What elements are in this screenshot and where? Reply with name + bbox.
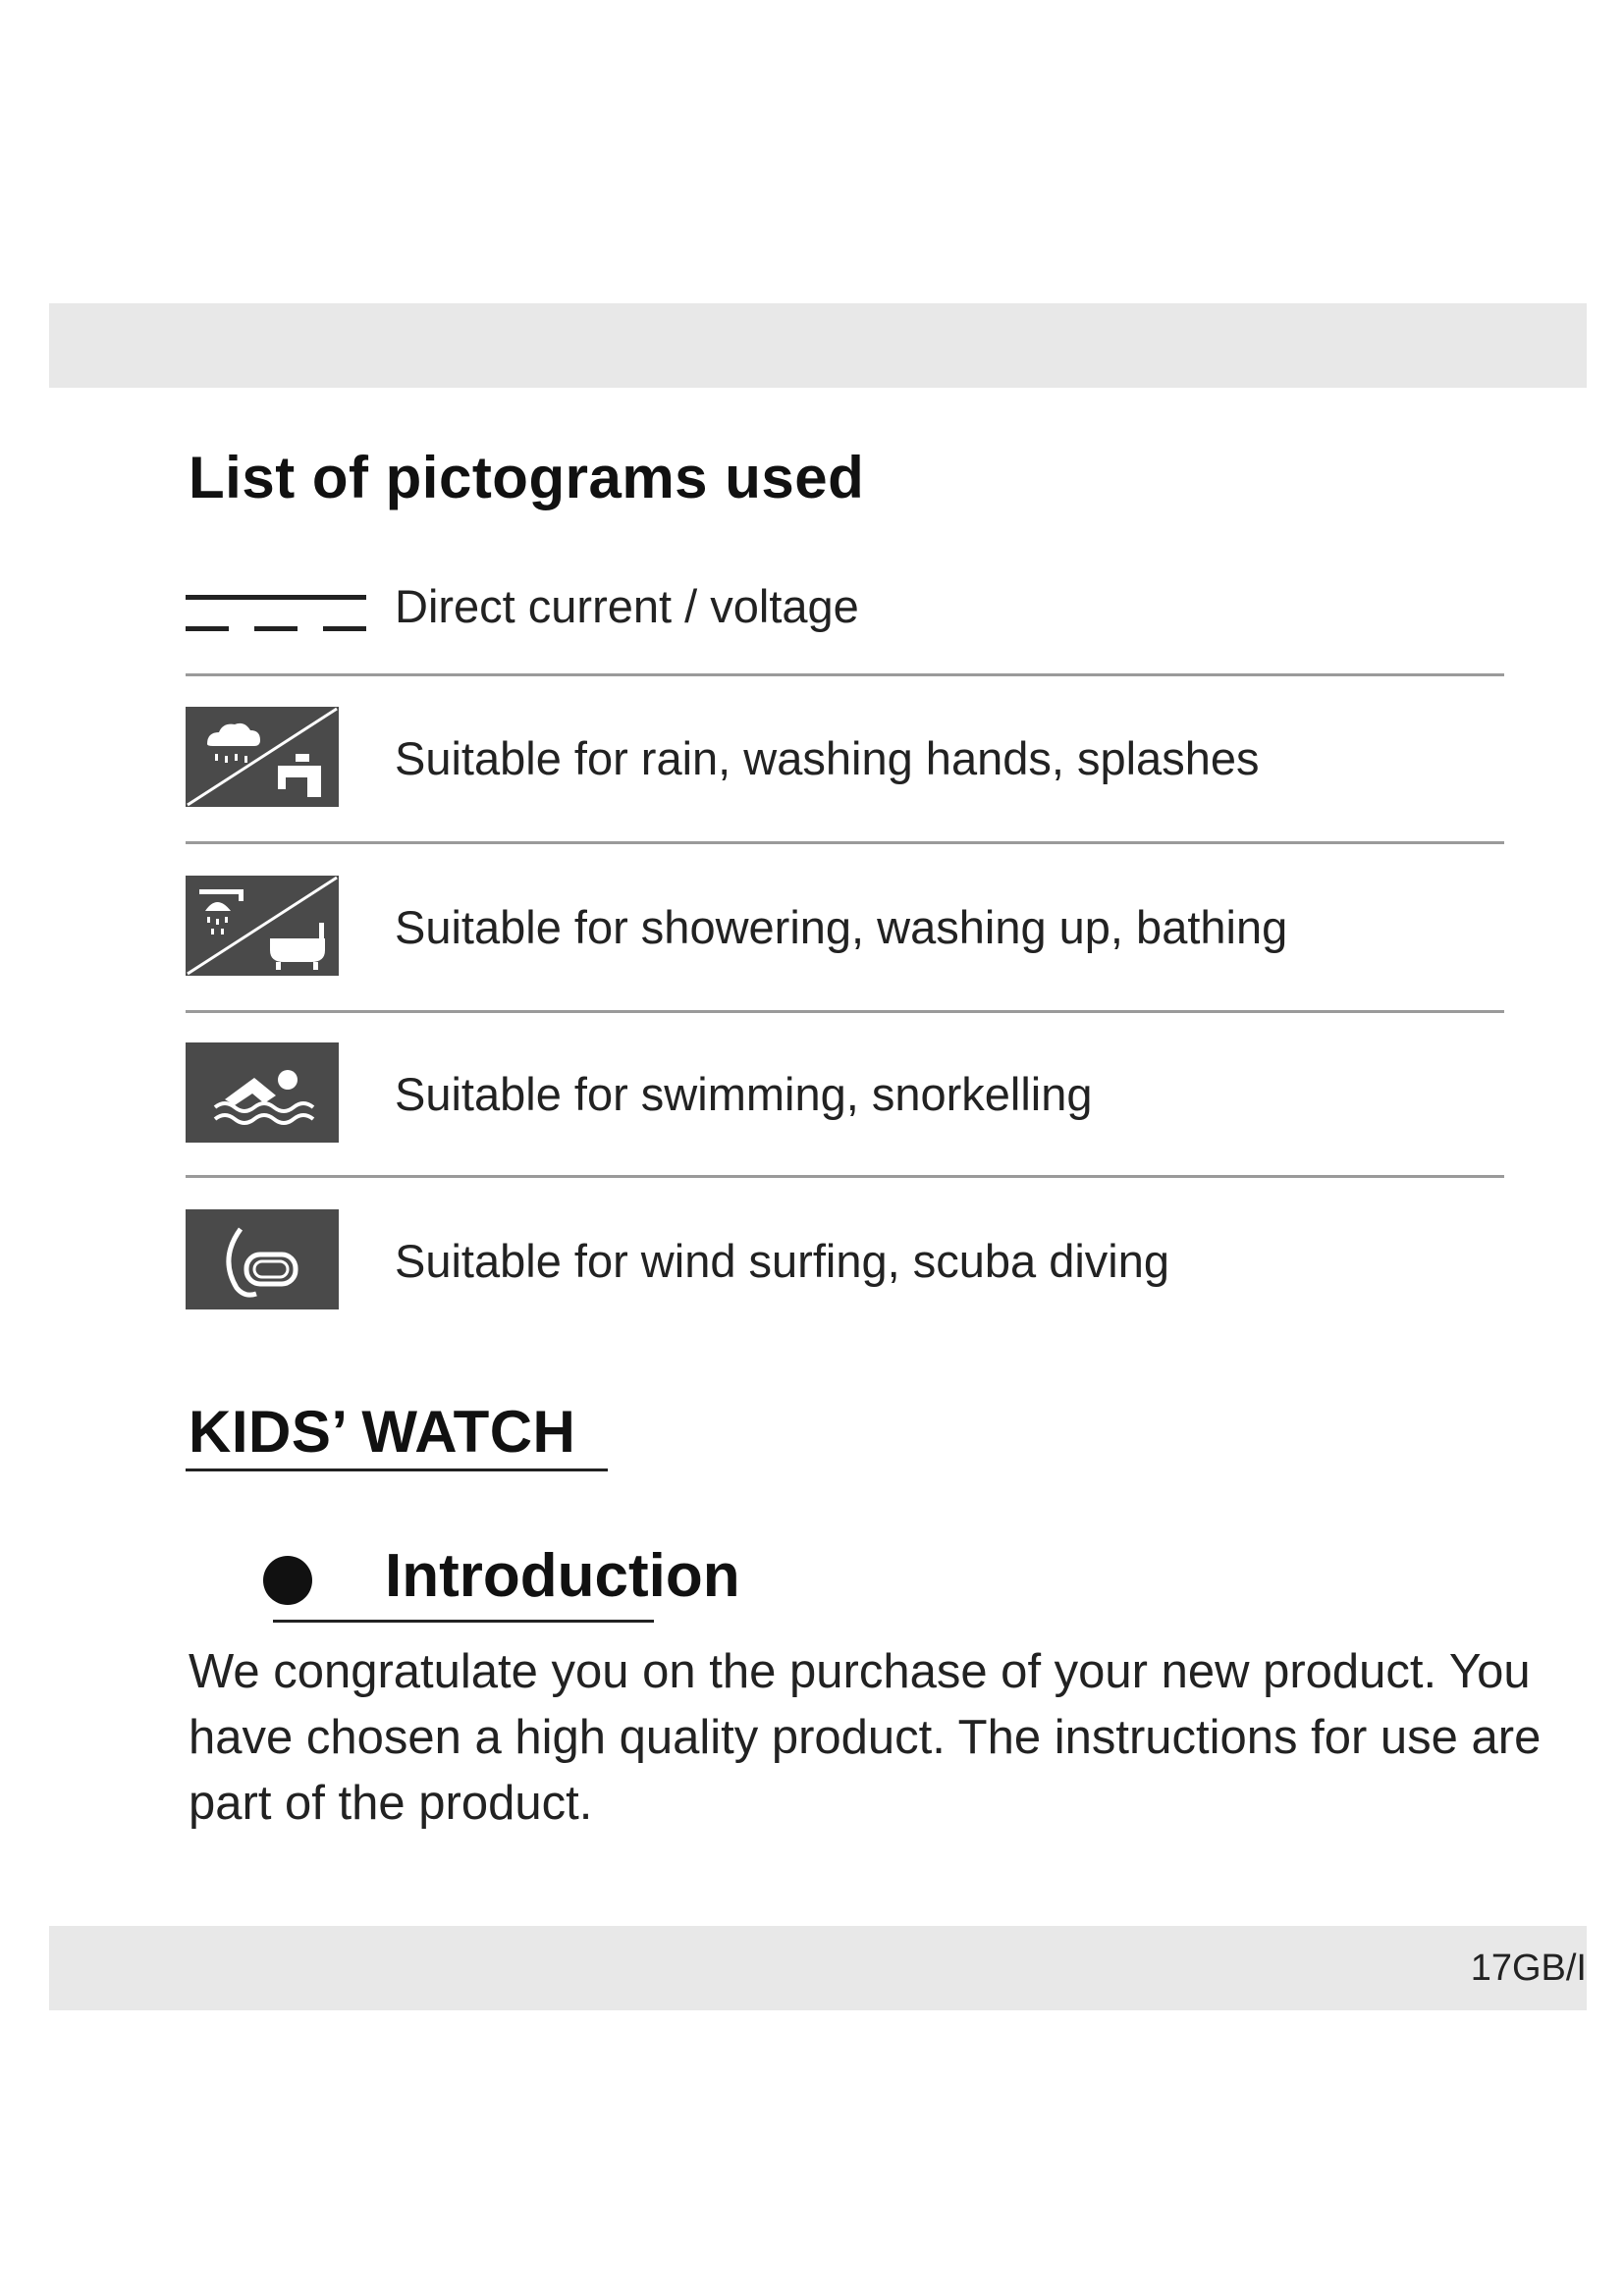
section-bullet-icon	[263, 1556, 312, 1605]
separator	[186, 1010, 1504, 1013]
pictogram-row-rain	[186, 707, 1504, 809]
separator	[186, 673, 1504, 676]
shower-bath-icon	[186, 876, 339, 976]
pictogram-row-shower	[186, 876, 1504, 978]
pictogram-row-direct-current	[186, 579, 1504, 642]
product-title-underline	[186, 1468, 608, 1471]
direct-current-icon	[186, 587, 366, 650]
separator	[186, 1175, 1504, 1178]
pictogram-row-swimming	[186, 1042, 1504, 1145]
product-title: KIDS’ WATCH	[189, 1399, 576, 1465]
introduction-text: We congratulate you on the purchase of your new product. You have chosen a high quality product. The instructions for use are part of the product.	[189, 1645, 1542, 1830]
pictogram-label: Suitable for wind surfing, scuba diving	[395, 1235, 1169, 1287]
rain-washing-hands-icon	[186, 707, 339, 807]
swimmer-icon	[186, 1042, 339, 1143]
diving-mask-snorkel-icon	[186, 1209, 339, 1309]
pictogram-row-diving	[186, 1209, 1504, 1311]
footer-band	[49, 1926, 1587, 2010]
pictogram-label: Suitable for rain, washing hands, splashes	[395, 732, 1260, 784]
header-band	[49, 303, 1587, 388]
pictogram-label: Direct current / voltage	[395, 580, 859, 632]
pictogram-label: Suitable for showering, washing up, bathing	[395, 901, 1288, 953]
pictograms-heading: List of pictograms used	[189, 445, 865, 510]
page-number: 17GB/I	[1470, 1948, 1587, 1989]
introduction-heading: Introduction	[385, 1542, 740, 1610]
pictogram-label: Suitable for swimming, snorkelling	[395, 1068, 1093, 1120]
introduction-underline	[273, 1620, 654, 1623]
separator	[186, 841, 1504, 844]
